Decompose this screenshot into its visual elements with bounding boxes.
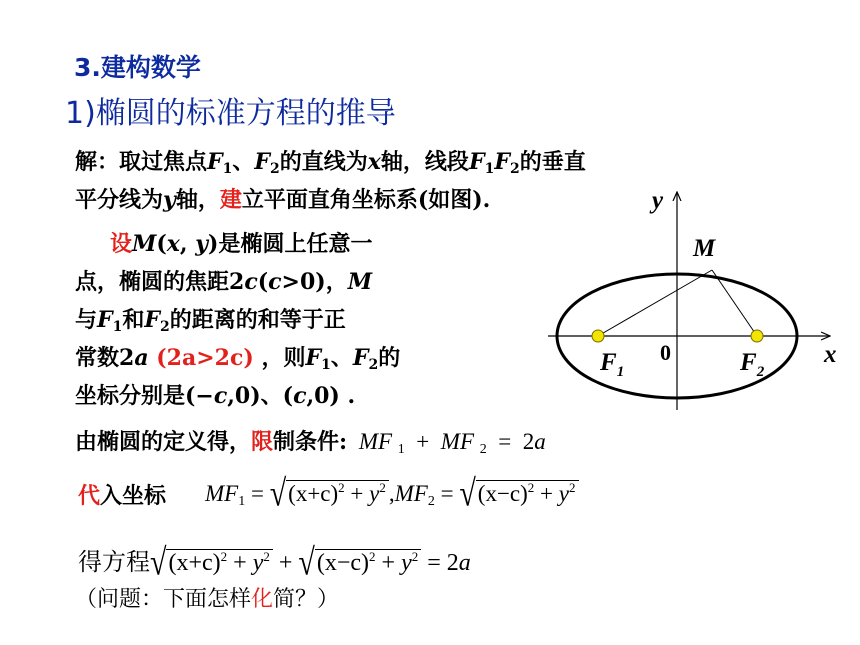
segment-mf1 — [598, 270, 712, 336]
operator: + — [416, 429, 430, 454]
focus-f2-point — [751, 330, 763, 342]
focus-f1-letter: F — [600, 349, 617, 376]
sqrt-icon: √ — [459, 472, 476, 514]
text: 、 — [330, 345, 353, 371]
subscript: 1 — [222, 161, 233, 177]
focus-f2-letter: F — [740, 349, 757, 376]
symbol: x — [367, 149, 381, 175]
solution-line-8 — [75, 424, 546, 460]
symbol: y — [369, 481, 380, 506]
symbol: a — [134, 345, 149, 371]
text: 与 — [75, 307, 98, 333]
text: 常数2 — [75, 345, 135, 371]
symbol: y — [195, 231, 209, 257]
symbol: F — [207, 149, 223, 175]
origin-label: 0 — [660, 340, 671, 365]
text: )是椭圆上任意一 — [208, 231, 373, 257]
solution-line-6 — [75, 340, 400, 376]
symbol: F — [305, 345, 322, 371]
text: >0)， — [281, 269, 348, 295]
y-axis-label: y — [652, 187, 664, 214]
focus-f2-sub: 2 — [756, 364, 765, 380]
operator: + — [381, 550, 396, 576]
symbol: MF — [394, 481, 428, 506]
symbol: y — [401, 550, 412, 576]
definition-equation — [358, 429, 546, 457]
subscript: 2 — [368, 357, 379, 373]
focus-f2-label — [739, 349, 765, 380]
symbol: y — [252, 550, 264, 576]
focus-f1-sub: 1 — [616, 364, 625, 380]
text: 平分线为 — [75, 187, 164, 213]
symbol: F — [97, 307, 113, 333]
number: 2 — [446, 550, 459, 576]
exponent: 2 — [263, 549, 270, 564]
subscript: 2 — [160, 319, 170, 335]
text: 和 — [122, 307, 145, 333]
solution-line-11 — [75, 582, 339, 618]
text: 得方程 — [78, 548, 150, 576]
operator: = — [427, 550, 441, 576]
sqrt-icon: √ — [298, 541, 315, 583]
subscript: 1 — [238, 494, 246, 509]
solution-line-1 — [75, 144, 586, 180]
text: 的 — [378, 345, 401, 371]
symbol: y — [163, 187, 176, 213]
symbol: a — [534, 429, 546, 454]
subscript: 1 — [397, 442, 405, 457]
text: 的直线为 — [279, 149, 368, 175]
text: 轴，线段 — [380, 149, 469, 175]
sqrt-icon: √ — [150, 541, 167, 583]
term: (x+c) — [288, 481, 339, 506]
symbol: c — [293, 383, 307, 409]
solution-line-9 — [78, 478, 166, 514]
text: ,0) . — [306, 383, 356, 409]
separator: , — [388, 481, 395, 506]
text: ,0)、( — [227, 383, 294, 409]
exponent: 2 — [411, 549, 419, 564]
solution-line-4 — [75, 264, 372, 300]
distance-formulas — [205, 472, 579, 514]
subscript: 1 — [321, 357, 331, 373]
term: (x−c) — [477, 481, 528, 506]
exponent: 2 — [379, 480, 386, 495]
symbol: F — [494, 149, 510, 175]
operator: = — [498, 429, 512, 454]
symbol: MF — [358, 429, 393, 454]
symbol: F — [352, 345, 369, 371]
solution-line-2 — [75, 182, 490, 218]
exponent: 2 — [569, 480, 576, 495]
symbol: M — [347, 269, 373, 295]
highlight-text: 代 — [78, 483, 101, 509]
text: 、 — [232, 149, 255, 175]
subscript: 2 — [270, 161, 280, 177]
subscript: 2 — [509, 161, 520, 177]
solution-line-3 — [110, 226, 372, 262]
exponent: 2 — [220, 549, 228, 564]
text: 制条件: — [273, 429, 348, 455]
section-title: 建构数学 — [100, 53, 201, 82]
text: （问题：下面怎样 — [75, 587, 252, 612]
term: (x+c) — [168, 550, 221, 576]
subscript: 2 — [427, 494, 435, 509]
text: 简？） — [273, 587, 340, 612]
symbol: M — [132, 231, 157, 257]
exponent: 2 — [369, 549, 376, 564]
section-heading — [74, 48, 201, 84]
symbol: x — [166, 231, 180, 257]
subscript: 1 — [484, 161, 495, 177]
number: 2 — [522, 429, 535, 454]
focus-f1-point — [592, 330, 604, 342]
ellipse-diagram — [540, 180, 860, 420]
symbol: −c — [195, 383, 228, 409]
x-axis-label: x — [824, 341, 837, 368]
text: ( — [257, 269, 269, 295]
focus-f1-label — [599, 349, 624, 380]
operator: + — [278, 550, 293, 576]
exponent: 2 — [527, 480, 535, 495]
highlight-text: 建 — [219, 187, 242, 213]
operator: + — [540, 481, 554, 506]
highlight-text: 限 — [251, 429, 274, 455]
operator: + — [233, 550, 247, 576]
solution-line-7 — [75, 378, 355, 414]
highlight-text: 化 — [251, 587, 274, 612]
symbol: MF — [440, 429, 474, 454]
derived-equation — [78, 541, 471, 583]
text: 入坐标 — [100, 483, 167, 509]
condition-text: (2a>2c) — [156, 345, 254, 371]
symbol: F — [254, 149, 271, 175]
text: 解：取过焦点 — [75, 149, 208, 175]
highlight-text: 设 — [110, 231, 133, 257]
exponent: 2 — [338, 480, 345, 495]
symbol: F — [468, 149, 485, 175]
operator: = — [440, 481, 454, 506]
solution-line-5 — [75, 302, 346, 338]
point-m-label: M — [693, 235, 716, 262]
subscript: 1 — [112, 319, 123, 335]
radicand — [476, 480, 579, 507]
section-number: 3. — [74, 53, 101, 82]
symbol: a — [458, 550, 471, 576]
symbol: MF — [205, 481, 239, 506]
text: 由椭圆的定义得， — [75, 429, 252, 455]
text: 坐标分别是( — [75, 383, 196, 409]
subtitle: 1)椭圆的标准方程的推导 — [65, 96, 396, 131]
sqrt-icon: √ — [269, 472, 287, 514]
text: 立平面直角坐标系(如图). — [241, 187, 491, 213]
text: ( — [156, 231, 167, 257]
term: (x−c) — [316, 550, 370, 576]
radicand — [166, 549, 272, 576]
symbol: c — [268, 269, 282, 295]
text: 的垂直 — [519, 149, 586, 175]
text: ，则 — [261, 345, 306, 371]
operator: = — [250, 481, 264, 506]
text: 点，椭圆的焦距2 — [75, 269, 245, 295]
radicand — [286, 480, 389, 507]
symbol: F — [144, 307, 161, 333]
text: 的距离的和等于正 — [169, 307, 346, 333]
text: , — [179, 231, 196, 257]
operator: + — [350, 481, 364, 506]
symbol: c — [244, 269, 258, 295]
radicand — [315, 549, 421, 576]
text: 轴， — [175, 187, 220, 213]
symbol: y — [558, 481, 569, 506]
subscript: 2 — [479, 442, 487, 457]
